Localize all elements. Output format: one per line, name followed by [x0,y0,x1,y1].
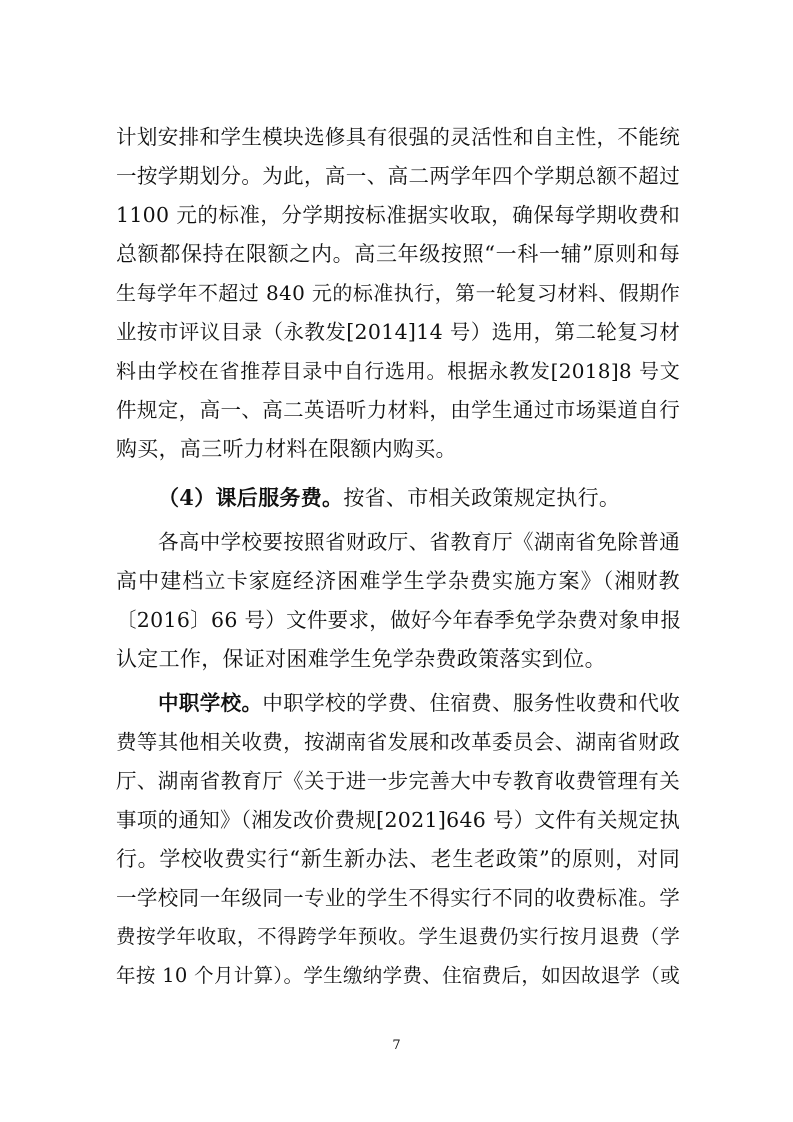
section-4-line [158,481,680,515]
paragraph-line: 件规定，高一、高二英语听力材料，由学生通过市场渠道自行 [116,398,680,422]
paragraph-line: 各高中学校要按照省财政厅、省教育厅《湖南省免除普通 [158,530,680,554]
vocational-heading: 中职学校。 [158,691,263,715]
section-4-heading: （4）课后服务费。 [158,485,344,510]
paragraph-line: 料由学校在省推荐目录中自行选用。根据永教发[2018]8 号文 [116,359,680,383]
paragraph-line: 〔2016〕66 号）文件要求，做好今年春季免学杂费对象申报 [116,608,682,632]
paragraph-line: 计划安排和学生模块选修具有很强的灵活性和自主性，不能统 [116,125,680,149]
paragraph-line: 高中建档立卡家庭经济困难学生学杂费实施方案》（湘财教 [116,569,680,593]
paragraph-line: 一学校同一年级同一专业的学生不得实行不同的收费标准。学 [116,886,680,910]
paragraph-line: 1100 元的标准，分学期按标准据实收取，确保每学期收费和 [116,203,680,227]
paragraph-line: 认定工作，保证对困难学生免学杂费政策落实到位。 [116,647,606,671]
vocational-first-line [158,686,680,720]
paragraph-line: 总额都保持在限额之内。高三年级按照“一科一辅”原则和每 [116,242,680,266]
paragraph-line: 购买，高三听力材料在限额内购买。 [116,437,457,461]
section-4-text: 按省、市相关政策规定执行。 [343,486,621,510]
paragraph-line: 年按 10 个月计算）。学生缴纳学费、住宿费后，如因故退学（或 [116,964,680,987]
vocational-text: 中职学校的学费、住宿费、服务性收费和代收 [262,691,681,715]
paragraph-line: 一按学期划分。为此，高一、高二两学年四个学期总额不超过 [116,164,680,188]
paragraph-line: 生每学年不超过 840 元的标准执行，第一轮复习材料、假期作 [116,281,680,305]
paragraph-line: 费等其他相关收费，按湖南省发展和改革委员会、湖南省财政 [116,730,680,754]
paragraph-line: 业按市评议目录（永教发[2014]14 号）选用，第二轮复习材 [116,320,680,344]
page-number: 7 [392,1038,401,1053]
paragraph-line: 行。学校收费实行“新生新办法、老生老政策”的原则，对同 [116,847,680,871]
paragraph-line: 费按学年收取，不得跨学年预收。学生退费仍实行按月退费（学 [116,925,680,948]
paragraph-line: 厅、湖南省教育厅《关于进一步完善大中专教育收费管理有关 [116,769,680,793]
paragraph-line: 事项的通知》（湘发改价费规[2021]646 号）文件有关规定执 [116,808,681,832]
